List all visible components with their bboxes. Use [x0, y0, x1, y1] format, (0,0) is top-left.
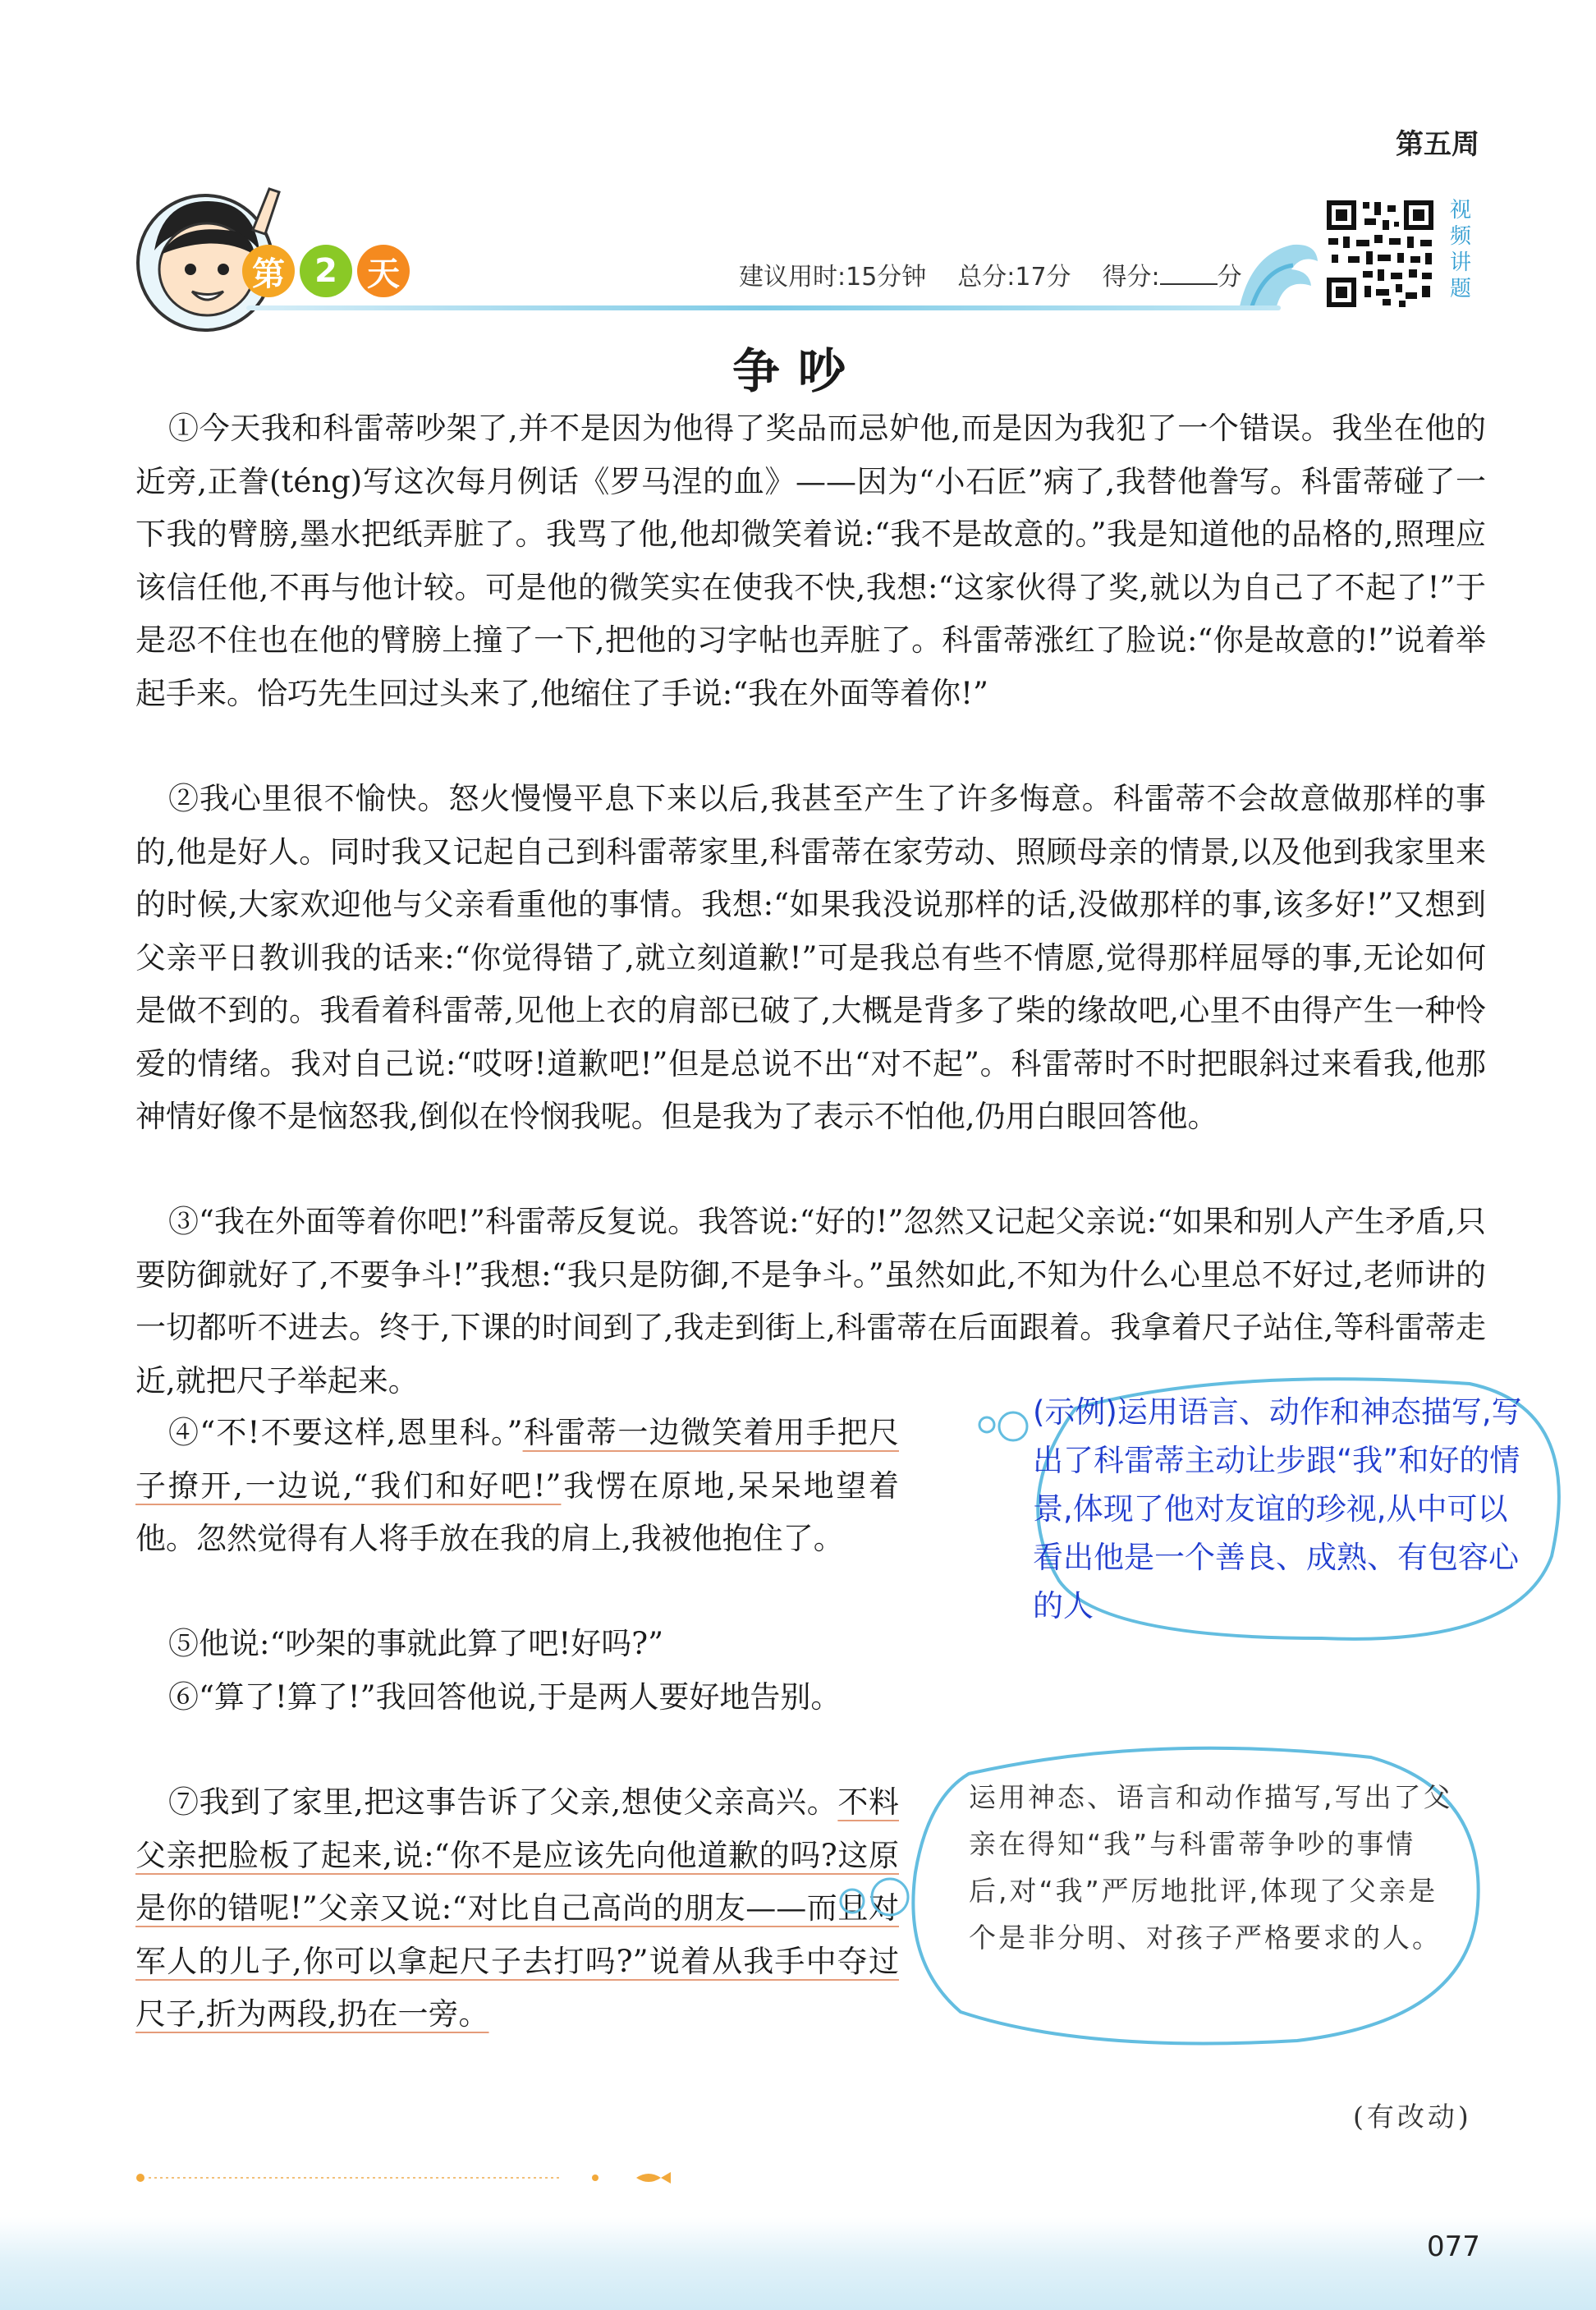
score-label: 得分: [1102, 263, 1160, 292]
decorative-divider [135, 2170, 677, 2186]
qr-code-icon[interactable] [1323, 197, 1437, 310]
article-title: 争吵 [732, 343, 864, 399]
video-tag-char: 讲 [1449, 250, 1471, 275]
paragraph-4-underlined: 科雷蒂一边微笑着用手把尺子撩开,一边说,“我们和好吧!” [135, 1415, 899, 1504]
day-badge [242, 245, 410, 297]
video-tag-char: 频 [1449, 224, 1471, 249]
video-tag-char: 视 [1449, 198, 1471, 223]
paragraph-6: ⑥“算了!算了!”我回答他说,于是两人要好地告别。 [168, 1679, 842, 1715]
paragraph-3: ③“我在外面等着你吧!”科雷蒂反复说。我答说:“好的!”忽然又记起父亲说:“如果和别人产生矛盾,只要防御就好了,不要争斗!”我想:“我只是防御,不是争斗。”虽然如此,不知为什么心里总不好过,老师讲的一切都听不进去。终于,下课的时间到了,我走到街上,科雷蒂在后面跟着。我拿着尺子站住,等科雷蒂走近,就把尺子举起来。 [135, 1204, 1486, 1398]
total-score: 总分:17分 [957, 263, 1071, 292]
page-number: 077 [1427, 2230, 1480, 2263]
header-divider [246, 305, 1281, 310]
revised-note: (有改动) [1353, 2101, 1472, 2133]
paragraph-5: ⑤他说:“吵架的事就此算了吧!好吗?” [168, 1626, 664, 1661]
video-lecture-tag[interactable] [1447, 197, 1474, 302]
day-badge-number: 2 [300, 245, 352, 297]
day-badge-char: 第 [242, 245, 295, 297]
annotation-gray-text: 运用神态、语言和动作描写,写出了父亲在得知“我”与科雷蒂争吵的事情后,对“我”严厉地批评,体现了父亲是个是非分明、对孩子严格要求的人。 [969, 1781, 1453, 1954]
suggested-time: 建议用时:15分钟 [739, 263, 927, 292]
wave-icon [1236, 220, 1322, 310]
annotation-blue-text: (示例)运用语言、动作和神态描写,写 出了科雷蒂主动让步跟“我”和好的情景,体现了他对友谊的珍视,从中可以看出他是一个善良、成熟、有包容心的人 [1033, 1394, 1522, 1623]
paragraph-4-text: ④“不!不要这样,恩里科。” [168, 1415, 523, 1450]
score-blank [1160, 283, 1218, 285]
week-label: 第五周 [1396, 128, 1479, 161]
day-badge-char: 天 [357, 245, 410, 297]
score-field [1103, 256, 1242, 292]
paragraph-7 [135, 1776, 899, 2041]
footer-band [0, 2217, 1596, 2310]
paragraph-1: ①今天我和科雷蒂吵架了,并不是因为他得了奖品而忌妒他,而是因为我犯了一个错误。我坐在他的近旁,正誊(téng)写这次每月例话《罗马涅的血》——因为“小石匠”病了,我替他誊写。科雷蒂碰了一下我的臂膀,墨水把纸弄脏了。我骂了他,他却微笑着说:“我不是故意的。”我是知道他的品格的,照理应该信任他,不再与他计较。可是他的微笑实在使我不快,我想:“这家伙得了奖,就以为自己了不起了!”于是忍不住也在他的臂膀上撞了一下,把他的习字帖也弄脏了。科雷蒂涨红了脸说:“你是故意的!”说着举起手来。恰巧先生回过头来了,他缩住了手说:“我在外面等着你!” [135, 411, 1486, 711]
video-tag-char: 题 [1449, 277, 1471, 301]
paragraph-7-underlined: 不料父亲把脸板了起来,说:“你不是应该先向他道歉的吗?这原是你的错呢!”父亲又说:“对比自己高尚的朋友——而且对军人的儿子,你可以拿起尺子去打吗?”说着从我手中夺过尺子,折为两段,扔在一旁。 [135, 1784, 900, 2032]
lesson-info [739, 256, 1242, 292]
score-unit: 分 [1217, 263, 1242, 292]
paragraph-2: ②我心里很不愉快。怒火慢慢平息下来以后,我甚至产生了许多悔意。科雷蒂不会故意做那样的事的,他是好人。同时我又记起自己到科雷蒂家里,科雷蒂在家劳动、照顾母亲的情景,以及他到我家里来的时候,大家欢迎他与父亲看重他的事情。我想:“如果我没说那样的话,没做那样的事,该多好!”又想到父亲平日教训我的话来:“你觉得错了,就立刻道歉!”可是我总有些不情愿,觉得那样屈辱的事,无论如何是做不到的。我看着科雷蒂,见他上衣的肩部已破了,大概是背多了柴的缘故吧,心里不由得产生一种怜爱的情绪。我对自己说:“哎呀!道歉吧!”但是总说不出“对不起”。科雷蒂时不时把眼斜过来看我,他那神情好像不是恼怒我,倒似在怜悯我呢。但是我为了表示不怕他,仍用白眼回答他。 [135, 781, 1486, 1134]
paragraph-4 [135, 1407, 899, 1566]
paragraph-4-text: 我愣在原地,呆呆地望着他。忽然觉得有人将手放在我的肩上,我被他抱住了。 [135, 1467, 899, 1556]
paragraph-7-text: ⑦我到了家里,把这事告诉了父亲,想使父亲高兴。 [168, 1784, 838, 1820]
